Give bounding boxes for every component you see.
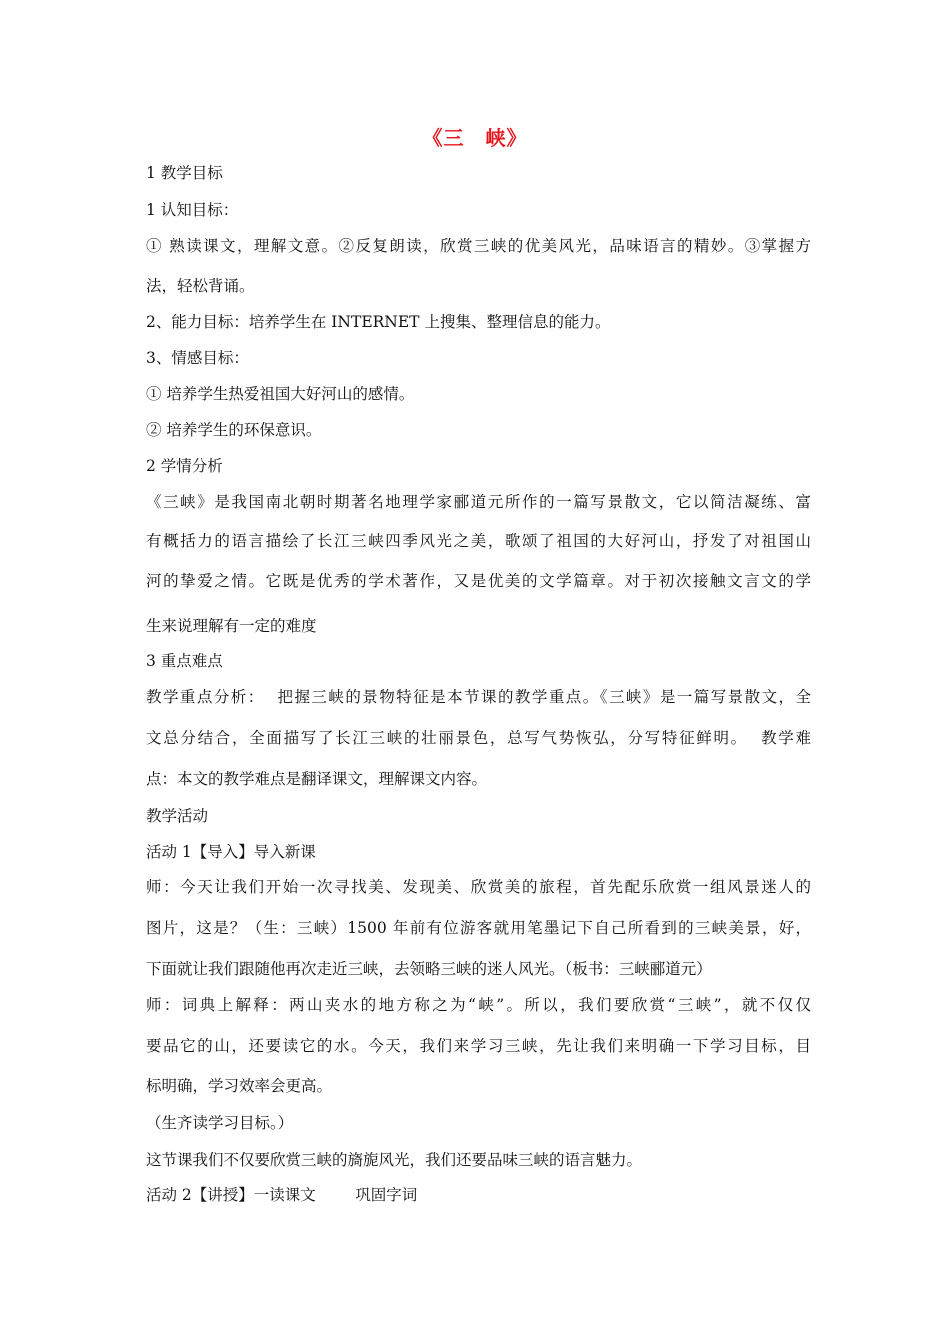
page-title: 《三 峡》 — [422, 126, 528, 150]
paragraph-line: 有概括力的语言描绘了长江三峡四季风光之美，歌颂了祖国的大好河山，抒发了对祖国山 — [146, 532, 811, 550]
paragraph-line: 要品它的山，还要读它的水。今天，我们来学习三峡，先让我们来明确一下学习目标，目 — [146, 1037, 811, 1055]
subheading-emotion-goals: 3、情感目标： — [146, 349, 249, 367]
activity-heading: 活动 2【讲授】一读课文 巩固字词 — [146, 1186, 418, 1204]
paragraph-line: 师：词典上解释：两山夹水的地方称之为“峡”。所以，我们要欣赏“三峡”，就不仅仅 — [146, 996, 811, 1014]
section-heading-teaching-goals: 1 教学目标 — [146, 164, 223, 182]
paragraph-line: 下面就让我们跟随他再次走近三峡，去领略三峡的迷人风光。（板书：三峡郦道元） — [146, 960, 712, 978]
subheading-cognitive-goals: 1 认知目标： — [146, 201, 239, 219]
paragraph-line: 教学重点分析： 把握三峡的景物特征是本节课的教学重点。《三峡》是一篇写景散文，全 — [146, 688, 811, 706]
paragraph-line: 点：本文的教学难点是翻译课文，理解课文内容。 — [146, 770, 488, 788]
paragraph-line: 生来说理解有一定的难度 — [146, 617, 317, 635]
paragraph-line: （生齐读学习目标。） — [146, 1114, 294, 1132]
list-item: ② 培养学生的环保意识。 — [146, 421, 322, 439]
paragraph-line: 这节课我们不仅要欣赏三峡的旖旎风光，我们还要品味三峡的语言魅力。 — [146, 1151, 643, 1169]
subheading-ability-goals: 2、能力目标：培养学生在 INTERNET 上搜集、整理信息的能力。 — [146, 313, 611, 331]
paragraph-line: 标明确，学习效率会更高。 — [146, 1077, 333, 1095]
section-heading-activities: 教学活动 — [146, 807, 209, 825]
section-heading-student-analysis: 2 学情分析 — [146, 457, 223, 475]
activity-heading: 活动 1【导入】导入新课 — [146, 843, 316, 861]
paragraph-line: 师：今天让我们开始一次寻找美、发现美、欣赏美的旅程，首先配乐欣赏一组风景迷人的 — [146, 878, 811, 896]
paragraph-line: 法，轻松背诵。 — [146, 277, 255, 295]
section-heading-key-points: 3 重点难点 — [146, 652, 223, 670]
paragraph-line: 图片，这是？（生：三峡）1500 年前有位游客就用笔墨记下自己所看到的三峡美景，好， — [146, 919, 811, 937]
paragraph-line: 文总分结合，全面描写了长江三峡的壮丽景色，总写气势恢弘，分写特征鲜明。 教学难 — [146, 729, 811, 747]
list-item: ① 培养学生热爱祖国大好河山的感情。 — [146, 385, 415, 403]
paragraph-line: 河的挚爱之情。它既是优秀的学术著作，又是优美的文学篇章。对于初次接触文言文的学 — [146, 572, 811, 590]
paragraph-line: 《三峡》是我国南北朝时期著名地理学家郦道元所作的一篇写景散文，它以简洁凝练、富 — [146, 493, 811, 511]
paragraph-line: ① 熟读课文，理解文意。②反复朗读，欣赏三峡的优美风光，品味语言的精妙。③掌握方 — [146, 237, 811, 255]
